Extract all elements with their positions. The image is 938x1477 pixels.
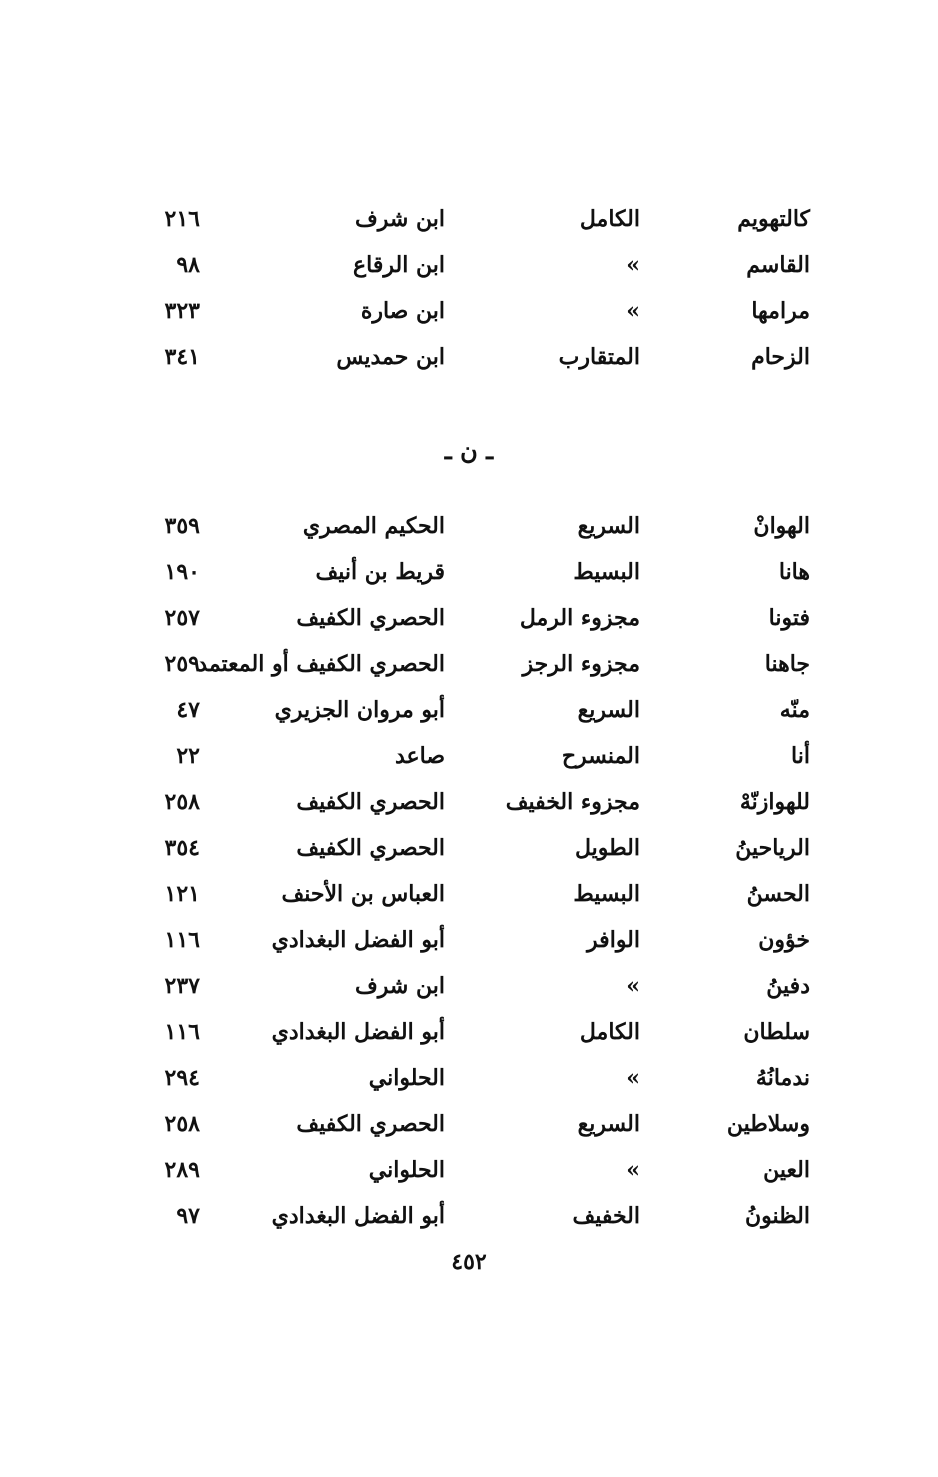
poet: أبو الفضل البغدادي — [271, 1019, 445, 1045]
poet: الحكيم المصري — [302, 513, 445, 539]
index-row — [120, 595, 820, 641]
poet: الحصري الكفيف أو المعتمد — [197, 651, 445, 677]
index-row — [120, 196, 820, 242]
rhyme-word: وسلاطين — [726, 1111, 810, 1137]
index-row — [120, 242, 820, 288]
page-ref: ٢١٦ — [164, 206, 200, 232]
rhyme-word: الحسنُ — [746, 881, 810, 907]
rhyme-word: ندمانُهُ — [755, 1065, 810, 1091]
page-ref: ٩٧ — [176, 1203, 200, 1229]
index-row — [120, 1055, 820, 1101]
page-ref: ٢٥٧ — [164, 605, 200, 631]
page-ref: ١٢١ — [164, 881, 200, 907]
index-row — [120, 871, 820, 917]
rhyme-word: العين — [763, 1157, 810, 1183]
section-heading: ـ ن ـ — [444, 436, 494, 465]
meter: مجزوء الرجز — [522, 651, 640, 677]
index-row — [120, 1101, 820, 1147]
rhyme-word: دفينُ — [766, 973, 810, 999]
poet: أبو الفضل البغدادي — [271, 927, 445, 953]
index-row — [120, 917, 820, 963]
index-row — [120, 288, 820, 334]
rhyme-word: الزحام — [751, 344, 810, 370]
rhyme-word: مرامها — [751, 298, 810, 324]
meter: الكامل — [579, 206, 640, 232]
rhyme-word: سلطان — [743, 1019, 810, 1045]
rhyme-word: خؤون — [758, 927, 810, 953]
page-ref: ٢٨٩ — [164, 1157, 200, 1183]
rhyme-word: كالتهويم — [737, 206, 810, 232]
meter: الخفيف — [572, 1203, 640, 1229]
poet: ابن شرف — [354, 973, 445, 999]
rhyme-word: هانا — [778, 559, 810, 585]
page-ref: ٢٥٨ — [164, 1111, 200, 1137]
rhyme-word: الرياحينُ — [735, 835, 810, 861]
page-ref: ٢٩٤ — [164, 1065, 200, 1091]
poet: ابن الرقاع — [353, 252, 445, 278]
meter: » — [626, 252, 640, 278]
meter: المتقارب — [558, 344, 640, 370]
rhyme-word: للهوازنّهْ — [739, 789, 810, 815]
poet: الحلواني — [368, 1065, 445, 1091]
index-row — [120, 334, 820, 380]
meter: السريع — [577, 697, 640, 723]
poet: الحلواني — [368, 1157, 445, 1183]
index-row — [120, 779, 820, 825]
page-ref: ٣٥٤ — [164, 835, 200, 861]
meter: السريع — [577, 1111, 640, 1137]
poet: الحصري الكفيف — [296, 1111, 445, 1137]
poet: قريط بن أنيف — [315, 559, 445, 585]
rhyme-word: جاهنا — [764, 651, 810, 677]
poet: أبو الفضل البغدادي — [271, 1203, 445, 1229]
page-ref: ١١٦ — [164, 927, 200, 953]
index-row — [120, 1147, 820, 1193]
meter: مجزوء الرمل — [519, 605, 640, 631]
page-ref: ٢٣٧ — [164, 973, 200, 999]
index-row — [120, 963, 820, 1009]
page-ref: ٢٥٨ — [164, 789, 200, 815]
poet: الحصري الكفيف — [296, 605, 445, 631]
poet: أبو مروان الجزيري — [274, 697, 445, 723]
meter: الطويل — [574, 835, 640, 861]
index-section-2 — [120, 503, 820, 1239]
page-ref: ١٩٠ — [164, 559, 200, 585]
page-ref: ٣٢٣ — [164, 298, 200, 324]
page-ref: ٢٥٩ — [164, 651, 200, 677]
index-row — [120, 549, 820, 595]
page-ref: ١١٦ — [164, 1019, 200, 1045]
page-number: ٤٥٢ — [451, 1249, 487, 1275]
index-row — [120, 825, 820, 871]
index-row — [120, 641, 820, 687]
page-ref: ٢٢ — [176, 743, 200, 769]
rhyme-word: فتونا — [768, 605, 810, 631]
meter: المنسرح — [561, 743, 640, 769]
meter: » — [626, 298, 640, 324]
poet: ابن حمديس — [336, 344, 445, 370]
poet: العباس بن الأحنف — [281, 881, 445, 907]
index-row — [120, 687, 820, 733]
poet: صاعد — [394, 743, 445, 769]
page-ref: ٤٧ — [176, 697, 200, 723]
page-ref: ٩٨ — [176, 252, 200, 278]
poet: الحصري الكفيف — [296, 789, 445, 815]
index-section-1 — [120, 196, 820, 380]
poet: ابن شرف — [354, 206, 445, 232]
poet: ابن صارة — [360, 298, 445, 324]
meter: البسيط — [573, 881, 640, 907]
meter: الوافر — [587, 927, 640, 953]
meter: مجزوء الخفيف — [505, 789, 640, 815]
page-ref: ٣٤١ — [164, 344, 200, 370]
rhyme-word: الهوانْ — [753, 513, 810, 539]
meter: » — [626, 973, 640, 999]
meter: السريع — [577, 513, 640, 539]
rhyme-word: القاسم — [746, 252, 810, 278]
index-row — [120, 503, 820, 549]
index-row — [120, 1009, 820, 1055]
index-row — [120, 1193, 820, 1239]
rhyme-word: منّه — [779, 697, 810, 723]
index-row — [120, 733, 820, 779]
page-ref: ٣٥٩ — [164, 513, 200, 539]
meter: الكامل — [579, 1019, 640, 1045]
meter: » — [626, 1065, 640, 1091]
rhyme-word: أنا — [791, 743, 810, 769]
meter: » — [626, 1157, 640, 1183]
meter: البسيط — [573, 559, 640, 585]
rhyme-word: الظنونُ — [744, 1203, 810, 1229]
poet: الحصري الكفيف — [296, 835, 445, 861]
